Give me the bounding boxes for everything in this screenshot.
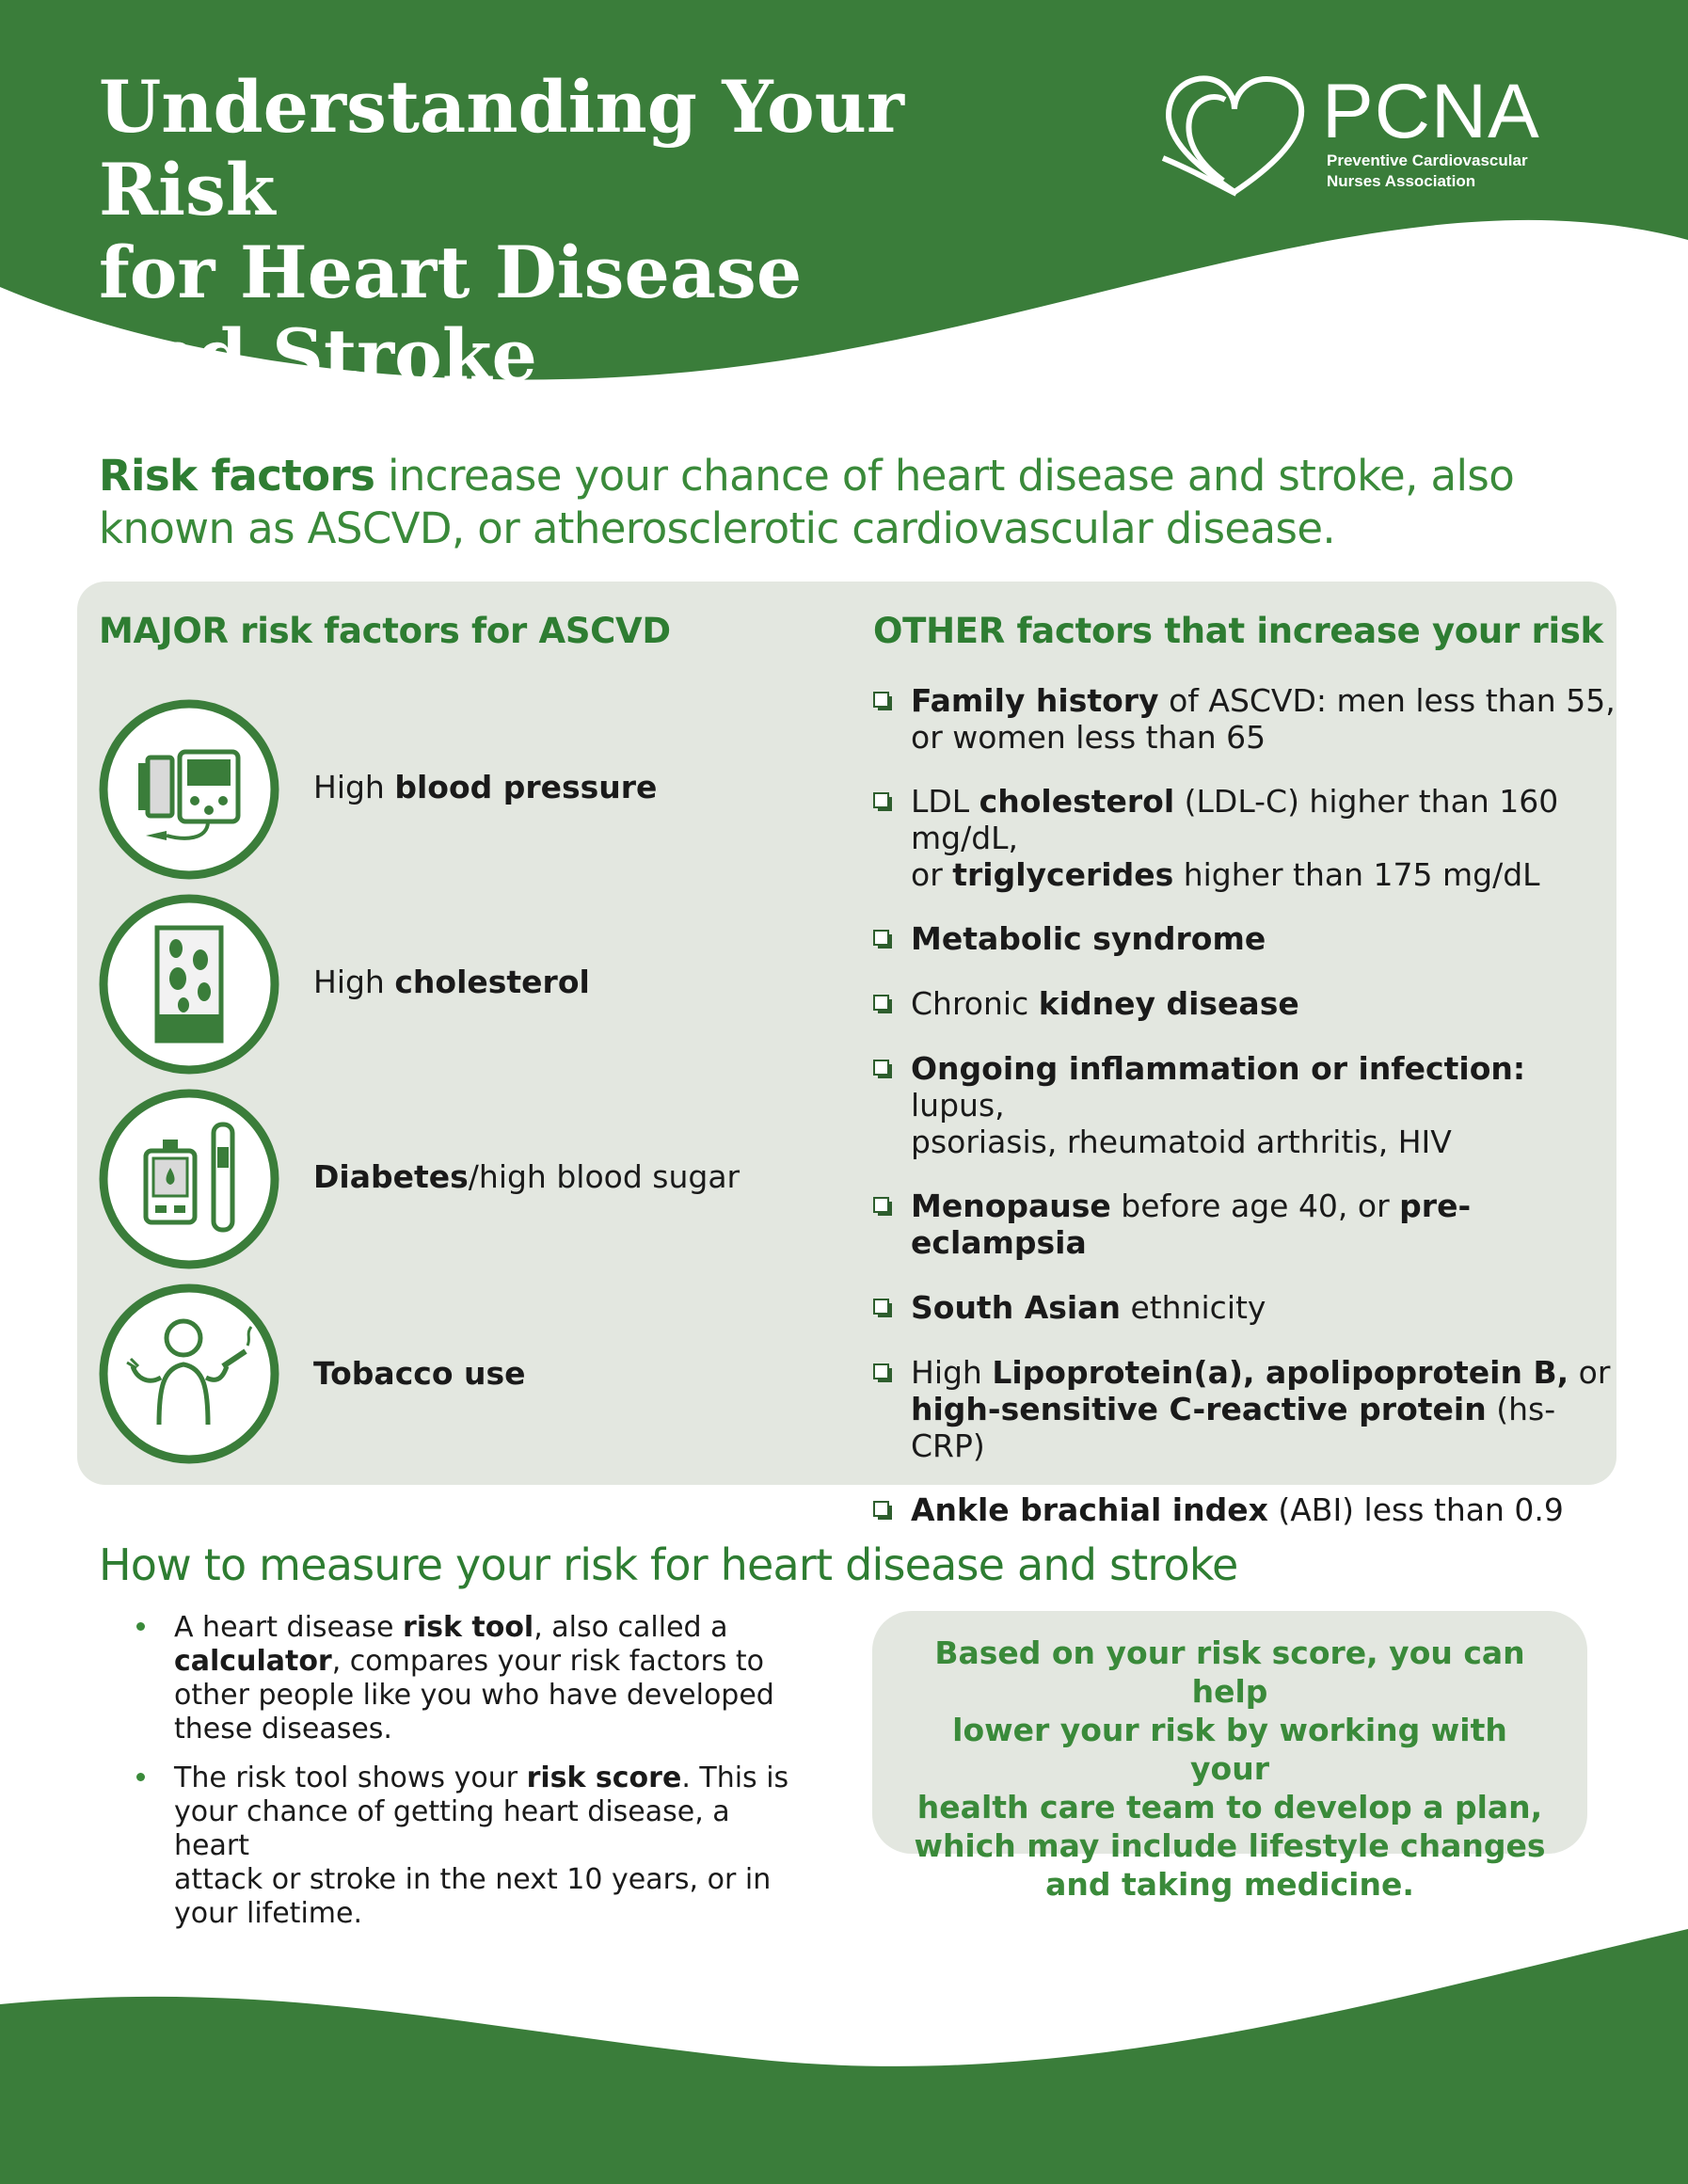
text: or women less than 65 <box>911 719 1266 756</box>
callout-line: Based on your risk score, you can help <box>934 1634 1525 1710</box>
checklist-line <box>911 985 1616 1022</box>
glucose-meter-icon <box>99 1089 279 1269</box>
text-bold: calculator <box>174 1645 332 1678</box>
bullet-dot-icon <box>136 1622 145 1631</box>
page-title <box>99 66 1040 397</box>
checkbox-icon <box>873 1501 894 1522</box>
text: before age 40, or <box>1110 1188 1400 1224</box>
checklist-line <box>911 1188 1616 1261</box>
text: A heart disease <box>174 1611 404 1644</box>
text-bold: kidney disease <box>1038 985 1299 1022</box>
callout-line: lower your risk by working with your <box>952 1712 1507 1787</box>
checkbox-icon <box>873 995 894 1015</box>
checklist-line <box>911 1289 1616 1326</box>
logo-name: PCNA <box>1322 69 1540 154</box>
major-risk-item <box>99 1283 757 1464</box>
text-bold: cholesterol <box>979 783 1175 820</box>
label-part-bold: cholesterol <box>394 964 590 1000</box>
checkbox-icon <box>873 1197 894 1218</box>
label-part: /high blood sugar <box>468 1158 740 1195</box>
bullet-line <box>174 1611 814 1645</box>
label-part: High <box>313 964 395 1000</box>
text: or <box>1569 1354 1611 1391</box>
other-factors-heading: OTHER factors that increase your risk <box>873 611 1603 651</box>
checklist-item <box>873 1289 1616 1326</box>
text: your chance of getting heart disease, a heart <box>174 1795 730 1862</box>
label-part: High <box>313 769 395 805</box>
logo-subtitle <box>1327 151 1528 192</box>
label-part-bold: blood pressure <box>394 769 658 805</box>
checklist-line <box>911 1391 1616 1464</box>
text-bold: South Asian <box>911 1289 1121 1326</box>
checkbox-icon <box>873 1299 894 1319</box>
text-bold: risk tool <box>403 1611 534 1644</box>
text: . This is <box>681 1762 789 1794</box>
text-bold: Family history <box>911 682 1159 719</box>
text: attack or stroke in the next 10 years, or in <box>174 1863 772 1896</box>
text-bold: Ankle brachial index <box>911 1491 1268 1528</box>
text: , also called a <box>533 1611 728 1644</box>
bullet-line <box>174 1795 814 1863</box>
checklist-item <box>873 920 1616 957</box>
checkbox-icon <box>873 1363 894 1384</box>
text: psoriasis, rheumatoid arthritis, HIV <box>911 1124 1452 1160</box>
double-heart-logo-icon <box>1157 68 1317 209</box>
text-bold: high-sensitive C-reactive protein <box>911 1391 1487 1427</box>
text: of ASCVD: men less than 55, <box>1158 682 1616 719</box>
major-risk-label <box>313 767 657 808</box>
measure-risk-heading: How to measure your risk for heart disease and stroke <box>99 1539 1238 1590</box>
intro-rest: increase your chance of heart disease and stroke, also known as ASCVD, or atherosclerotic cardiovascular disease. <box>99 451 1515 553</box>
checkbox-icon <box>873 692 894 712</box>
text-bold: Menopause <box>911 1188 1111 1224</box>
text: High <box>911 1354 993 1391</box>
major-risk-label <box>313 962 590 1003</box>
text: ethnicity <box>1120 1289 1266 1326</box>
checkbox-icon <box>873 792 894 813</box>
pcna-logo <box>1157 68 1571 209</box>
text: these diseases. <box>174 1713 392 1746</box>
bullet-dot-icon <box>136 1773 145 1781</box>
text: Chronic <box>911 985 1039 1022</box>
text: other people like you who have developed <box>174 1679 774 1712</box>
bullet-line <box>174 1645 814 1679</box>
title-line: Understanding Your Risk <box>99 65 904 231</box>
checklist-line <box>911 783 1616 856</box>
intro-text <box>99 450 1623 555</box>
intro-lead: Risk factors <box>99 451 375 501</box>
callout-line: which may include lifestyle changes <box>914 1827 1546 1864</box>
major-risk-item <box>99 699 757 880</box>
checkbox-icon <box>873 1060 894 1080</box>
checklist-line <box>911 1491 1616 1528</box>
major-risk-item <box>99 1089 757 1269</box>
callout-line: and taking medicine. <box>1045 1866 1414 1903</box>
checkbox-icon <box>873 930 894 950</box>
text: , compares your risk factors to <box>331 1645 764 1678</box>
title-line: and Stroke <box>99 313 537 397</box>
blood-pressure-monitor-icon <box>99 699 279 880</box>
footer-wave-background <box>0 1901 1688 2184</box>
bullet-line <box>174 1863 814 1897</box>
text-bold: risk score <box>526 1762 682 1794</box>
checklist-item <box>873 1188 1616 1261</box>
callout-line: health care team to develop a plan, <box>916 1789 1543 1825</box>
text: lupus, <box>911 1087 1005 1124</box>
text: (hs-CRP) <box>911 1391 1556 1464</box>
text: higher than 175 mg/dL <box>1173 856 1540 893</box>
risk-score-callout <box>872 1611 1587 1903</box>
text: LDL <box>911 783 979 820</box>
bullet-line <box>174 1762 814 1795</box>
checklist-line <box>911 682 1616 719</box>
other-factors-list <box>873 682 1616 1528</box>
checklist-line <box>911 1124 1616 1160</box>
measure-bullets <box>136 1611 814 1946</box>
major-risk-label <box>313 1353 526 1395</box>
text: or <box>911 856 953 893</box>
text-bold: Metabolic syndrome <box>911 920 1266 957</box>
checklist-line <box>911 856 1616 893</box>
checklist-item <box>873 682 1616 756</box>
text: (ABI) less than 0.9 <box>1267 1491 1564 1528</box>
cholesterol-artery-icon <box>99 894 279 1075</box>
label-part-bold: Tobacco use <box>313 1355 526 1392</box>
major-risk-item <box>99 894 757 1075</box>
checklist-item <box>873 1050 1616 1160</box>
bullet-item <box>136 1611 814 1746</box>
text-bold: pre-eclampsia <box>911 1188 1472 1261</box>
bullet-line <box>174 1679 814 1713</box>
label-part-bold: Diabetes <box>313 1158 469 1195</box>
text: your lifetime. <box>174 1897 362 1930</box>
major-risk-heading: MAJOR risk factors for ASCVD <box>99 611 671 651</box>
checklist-item <box>873 783 1616 893</box>
person-smoking-icon <box>99 1283 279 1464</box>
text-bold: triglycerides <box>952 856 1174 893</box>
major-risk-label <box>313 1156 740 1198</box>
checklist-item <box>873 985 1616 1022</box>
checklist-line <box>911 1354 1616 1391</box>
text-bold: Ongoing inflammation or infection: <box>911 1050 1526 1087</box>
checklist-line <box>911 1050 1616 1124</box>
logo-subtitle-line: Nurses Association <box>1327 172 1476 190</box>
text: (LDL-C) higher than 160 mg/dL, <box>911 783 1559 856</box>
callout-text <box>910 1634 1550 1904</box>
logo-subtitle-line: Preventive Cardiovascular <box>1327 151 1528 169</box>
checklist-line <box>911 920 1616 957</box>
title-line: for Heart Disease <box>99 231 803 314</box>
text: The risk tool shows your <box>174 1762 527 1794</box>
checklist-item <box>873 1491 1616 1528</box>
checklist-item <box>873 1354 1616 1464</box>
text-bold: Lipoprotein(a), apolipoprotein B, <box>992 1354 1569 1391</box>
checklist-line <box>911 719 1616 756</box>
bullet-line <box>174 1713 814 1746</box>
